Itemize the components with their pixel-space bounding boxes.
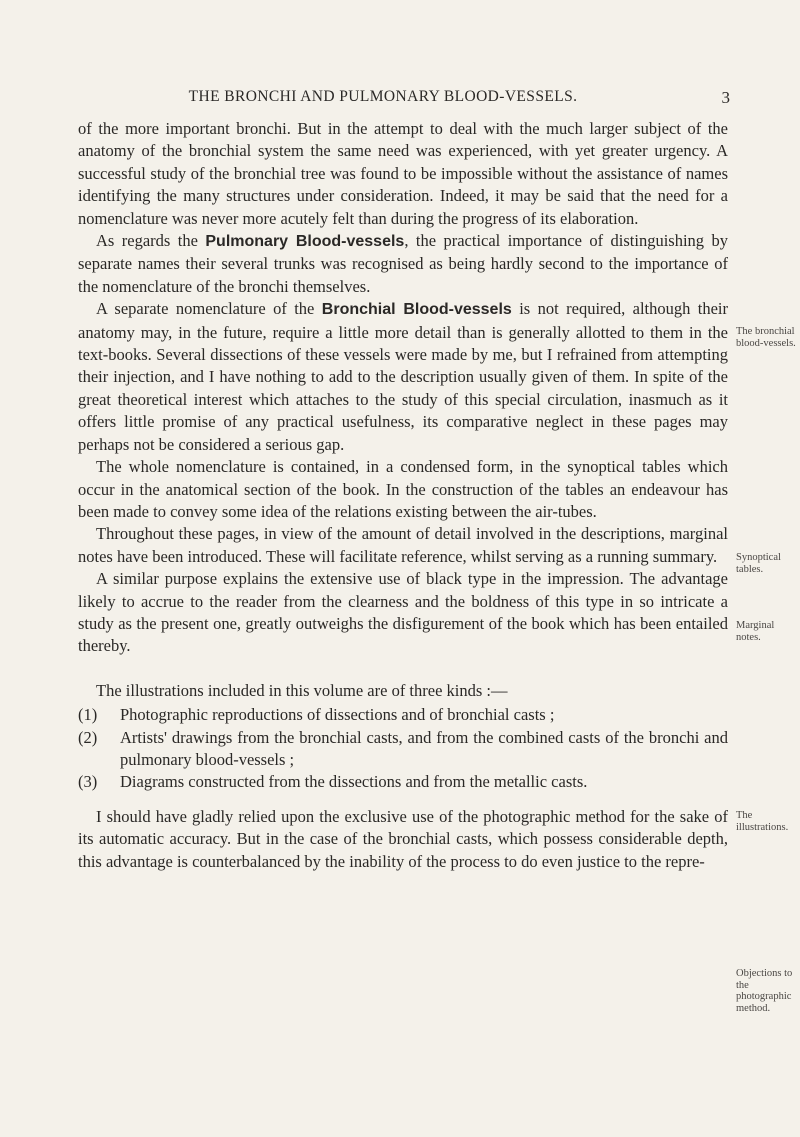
paragraph-bronchial-vessels	[78, 298, 728, 456]
list-item-text: Photographic reproductions of dissections and of bronchial casts ;	[120, 705, 555, 725]
running-head	[76, 88, 730, 112]
list-item-number: (2)	[78, 727, 98, 747]
list-item-number: (1)	[78, 705, 98, 725]
paragraph-pulmonary-vessels	[78, 230, 728, 298]
paragraph-illustrations: The illustrations included in this volume are of three kinds :—	[96, 680, 508, 700]
page-number: 3	[721, 88, 730, 107]
paragraph-black-type: A similar purpose explains the extensive use of black type in the impression. The advantage likely to accrue to the reader from the clearness and the boldness of this type in so intricate a study as the present one, greatly outweighs the disfigurement of the book which has been entailed thereby.	[78, 569, 728, 656]
list-item	[78, 771, 728, 793]
list-item	[78, 727, 728, 772]
margin-note-bronchial-vessels: The bronchial blood-vessels.	[736, 326, 796, 349]
paragraph-pulmonary-post: , the practical importance of distinguishing by separate names their several trunks was recognised as being hardly second to the importance of the nomenclature of the bronchi themselves.	[78, 231, 728, 296]
paragraph-pulmonary-pre: As regards the	[96, 231, 206, 251]
list-item-number: (3)	[78, 772, 98, 792]
list-item-text: Artists' drawings from the bronchial casts, and from the combined casts of the bronchi and pulmonary blood-vessels ;	[120, 727, 728, 769]
term-pulmonary-blood-vessels: Pulmonary Blood-vessels	[205, 233, 405, 251]
paragraph-1: of the more important bronchi. But in the attempt to deal with the much larger subject of the anatomy of the bronchial system the same need was experienced, with yet greater urgency. A successful study of the bronchial tree was found to be impossible without the assistance of names identifying the many structures under consideration. Indeed, it may be said that the need for a nomenclature was never more acutely felt than during the progress of its elaboration.	[78, 119, 728, 228]
paragraph-bronchial-post: is not required, although their anatomy may, in the future, require a little more detail than is generally allotted to them in the text-books. Several dissections of these vessels were made by me, but I refrained from attempting their injection, and I have nothing to add to the description usually given of them. In spite of the great theoretical interest which attaches to the study of this special circulation, inasmuch as it offers little promise of any practical usefulness, its comparative neglect in these pages may perhaps not be considered a serious gap.	[78, 299, 729, 454]
illustration-kinds-list	[78, 704, 728, 794]
running-title: THE BRONCHI AND PULMONARY BLOOD-VESSELS.	[188, 88, 578, 105]
paragraph-synoptical-tables: The whole nomenclature is contained, in a condensed form, in the synoptical tables which occur in the anatomical section of the book. In the construction of the tables an endeavour has been made to convey some idea of the relations existing between the air-tubes.	[78, 457, 728, 521]
list-item-text: Diagrams constructed from the dissections and from the metallic casts.	[120, 772, 588, 792]
list-item	[78, 704, 728, 726]
paragraph-photographic-method: I should have gladly relied upon the exclusive use of the photographic method for the sake of its automatic accuracy. But in the case of the bronchial casts, which possess considerable depth, this advantage is counterbalanced by the inability of the process to do even justice to the repre-	[78, 806, 728, 871]
paragraph-bronchial-pre: A separate nomenclature of the	[96, 299, 322, 319]
margin-note-marginal-notes: Marginal notes.	[736, 620, 775, 643]
body-text	[78, 118, 728, 873]
margin-note-illustrations: The illustrations.	[736, 810, 789, 833]
paragraph-marginal-notes: Throughout these pages, in view of the amount of detail involved in the descriptions, marginal notes have been introduced. These will facilitate reference, whilst serving as a running summary.	[78, 524, 728, 566]
margin-note-synoptical-tables: Synoptical tables.	[736, 552, 781, 575]
term-bronchial-blood-vessels: Bronchial Blood-vessels	[321, 301, 512, 319]
margin-note-objections: Objections to the photographic method.	[736, 968, 793, 1014]
